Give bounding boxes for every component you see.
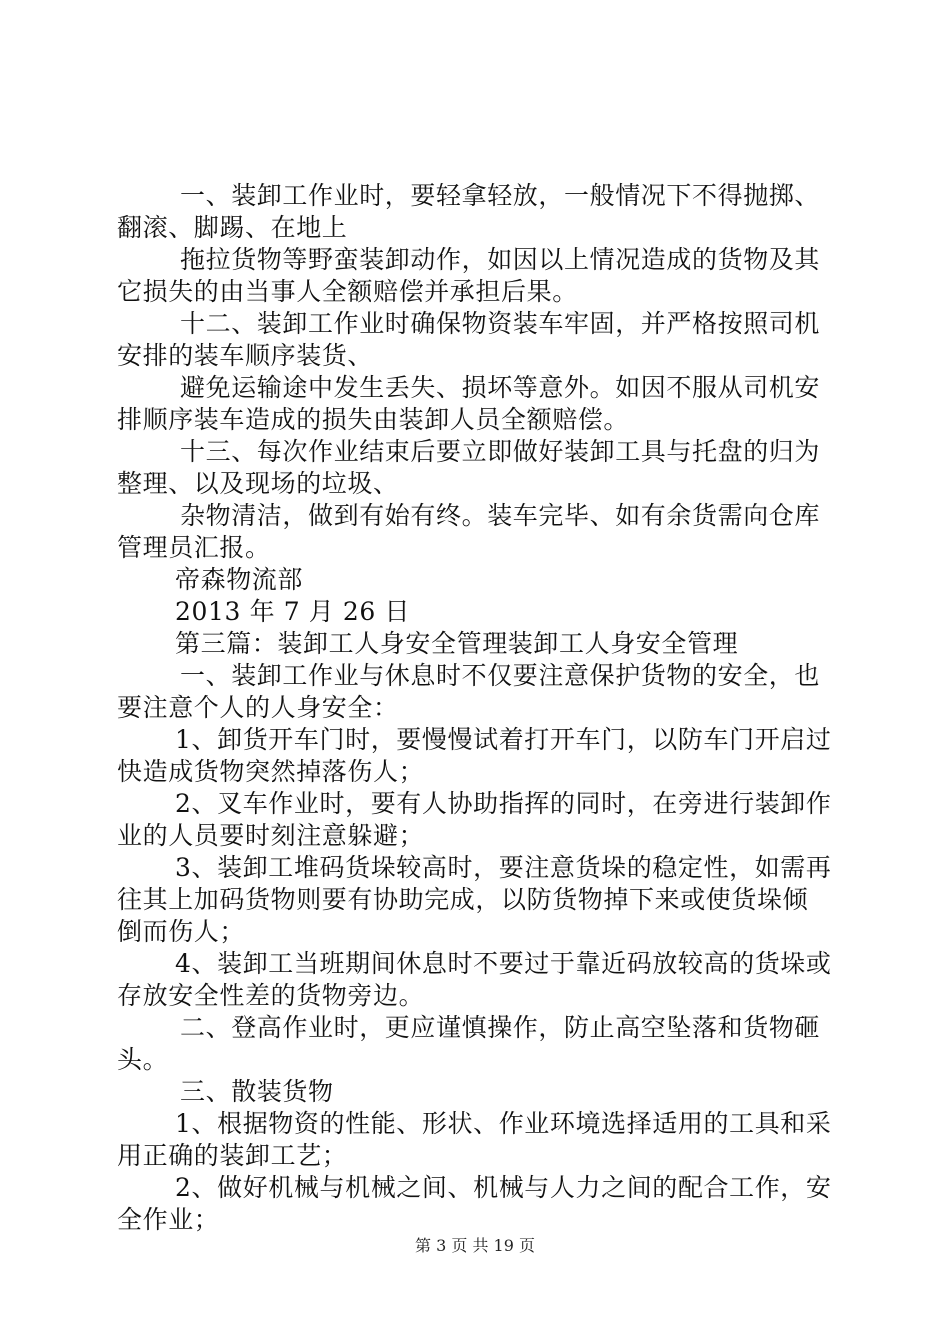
text-line: 全作业； [117,1205,220,1234]
text-line: 翻滚、脚踢、在地上 [117,213,348,242]
text-line: 避免运输途中发生丢失、损坏等意外。如因不服从司机安 [180,373,821,402]
section-heading: 第三篇：装卸工人身安全管理装卸工人身安全管理 [175,629,739,658]
text-line: 1、根据物资的性能、形状、作业环境选择适用的工具和采 [175,1109,832,1138]
text-line: 管理员汇报。 [117,533,271,562]
text-line: 它损失的由当事人全额赔偿并承担后果。 [117,277,578,306]
text-line: 业的人员要时刻注意躲避； [117,821,425,850]
text-line: 要注意个人的人身安全： [117,693,399,722]
text-line: 2、做好机械与机械之间、机械与人力之间的配合工作，安 [175,1173,832,1202]
text-line: 倒而伤人； [117,917,246,946]
text-line: 4、装卸工当班期间休息时不要过于靠近码放较高的货垛或 [175,949,832,978]
signature-date: 2013 年 7 月 26 日 [175,597,411,626]
text-line: 十三、每次作业结束后要立即做好装卸工具与托盘的归为 [180,437,821,466]
text-line: 2、叉车作业时，要有人协助指挥的同时，在旁进行装卸作 [175,789,832,818]
text-line: 存放安全性差的货物旁边。 [117,981,425,1010]
subsection-heading: 三、散装货物 [180,1077,334,1106]
text-line: 一、装卸工作业时，要轻拿轻放，一般情况下不得抛掷、 [180,181,821,210]
text-line: 1、卸货开车门时，要慢慢试着打开车门，以防车门开启过 [175,725,832,754]
text-line: 往其上加码货物则要有协助完成，以防货物掉下来或使货垛倾 [117,885,809,914]
signature-org: 帝森物流部 [175,565,304,594]
text-line: 十二、装卸工作业时确保物资装车牢固，并严格按照司机 [180,309,821,338]
text-line: 杂物清洁，做到有始有终。装车完毕、如有余货需向仓库 [180,501,821,530]
text-line: 3、装卸工堆码货垛较高时，要注意货垛的稳定性，如需再 [175,853,832,882]
text-line: 快造成货物突然掉落伤人； [117,757,425,786]
text-line: 排顺序装车造成的损失由装卸人员全额赔偿。 [117,405,630,434]
text-line: 头。 [117,1045,169,1074]
text-line: 一、装卸工作业与休息时不仅要注意保护货物的安全，也 [180,661,821,690]
text-line: 安排的装车顺序装货、 [117,341,374,370]
text-line: 拖拉货物等野蛮装卸动作，如因以上情况造成的货物及其 [180,245,821,274]
text-line: 整理、以及现场的垃圾、 [117,469,399,498]
text-line: 二、登高作业时，更应谨慎操作，防止高空坠落和货物砸 [180,1013,821,1042]
text-line: 用正确的装卸工艺； [117,1141,348,1170]
page-footer: 第 3 页 共 19 页 [415,1236,535,1255]
